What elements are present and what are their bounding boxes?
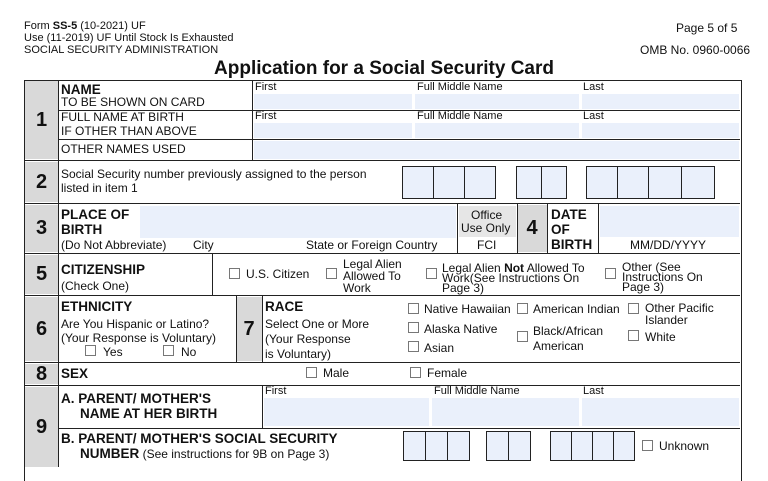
not-allowed-label-2: Work(See Instructions On (442, 271, 580, 285)
mother-ssn-digit[interactable] (592, 431, 614, 461)
female-label: Female (427, 366, 468, 380)
other-citizenship-checkbox[interactable] (605, 268, 616, 279)
alaska-native-label: Alaska Native (424, 322, 498, 336)
name-middle-caption: Full Middle Name (417, 81, 503, 93)
other-pacific-label-1: Other Pacific (645, 301, 714, 315)
birth-first-caption: First (255, 110, 277, 122)
ethnicity-label: ETHNICITY (61, 299, 133, 314)
race-sub-2: (Your Response (265, 332, 351, 346)
item-number-5: 5 (25, 255, 58, 294)
legal-alien-label-2: Allowed To (343, 269, 401, 283)
citizenship-label: CITIZENSHIP (61, 262, 146, 277)
mother-ssn-digit[interactable] (550, 431, 572, 461)
name-last-caption: Last (583, 81, 604, 93)
form-use-line: Use (11-2019) UF Until Stock Is Exhausted (24, 32, 234, 44)
mother-ssn-label-1: B. PARENT/ MOTHER'S SOCIAL SECURITY (61, 431, 338, 446)
asian-label: Asian (424, 341, 455, 355)
mother-ssn-digit[interactable] (508, 431, 531, 461)
city-caption: City (193, 238, 214, 252)
place-of-birth-input[interactable] (140, 206, 456, 238)
not-allowed-label-3: Page 3) (442, 281, 485, 295)
prev-ssn-digit[interactable] (464, 166, 496, 199)
birth-middle-caption: Full Middle Name (417, 110, 503, 122)
dob-label-3: BIRTH (551, 237, 593, 252)
name-label: NAME (61, 82, 101, 97)
ethnicity-note: (Your Response is Voluntary) (61, 331, 216, 345)
dob-label-1: DATE (551, 207, 587, 222)
black-african-label-2: American (533, 339, 584, 353)
prev-ssn-digit[interactable] (541, 166, 567, 199)
prev-ssn-digit[interactable] (516, 166, 542, 199)
birth-middle-input[interactable] (415, 123, 579, 138)
mother-ssn-digit[interactable] (486, 431, 509, 461)
place-of-birth-label-1: PLACE OF (61, 207, 130, 222)
us-citizen-checkbox[interactable] (229, 268, 240, 279)
race-sub-1: Select One or More (265, 317, 370, 331)
name-middle-input[interactable] (415, 94, 579, 109)
mother-last-caption: Last (583, 385, 604, 397)
alaska-native-checkbox[interactable] (408, 322, 419, 333)
legal-alien-not-allowed-checkbox[interactable] (426, 268, 437, 279)
mother-ssn-digit[interactable] (571, 431, 593, 461)
item-number-9: 9 (25, 387, 58, 467)
other-names-input[interactable] (254, 141, 739, 159)
white-label: White (645, 330, 676, 344)
female-checkbox[interactable] (410, 367, 421, 378)
birth-name-label-1: FULL NAME AT BIRTH (61, 110, 184, 124)
male-label: Male (323, 366, 350, 380)
prev-ssn-digit[interactable] (617, 166, 649, 199)
male-checkbox[interactable] (306, 367, 317, 378)
other-citizenship-label-1: Other (See (622, 260, 681, 274)
prev-ssn-digit[interactable] (648, 166, 682, 199)
prev-ssn-label-2: listed in item 1 (61, 181, 138, 195)
item-number-1: 1 (25, 81, 58, 159)
prev-ssn-digit[interactable] (681, 166, 715, 199)
citizenship-sub: (Check One) (61, 279, 130, 293)
item-number-4: 4 (517, 205, 547, 252)
name-first-input[interactable] (254, 94, 412, 109)
hispanic-no-checkbox[interactable] (163, 345, 174, 356)
place-of-birth-label-2: BIRTH (61, 222, 103, 237)
mother-name-label-1: A. PARENT/ MOTHER'S (61, 391, 211, 406)
mother-ssn-digit[interactable] (613, 431, 635, 461)
page-title: Application for a Social Security Card (214, 58, 554, 79)
item-number-3: 3 (25, 205, 58, 252)
mother-last-input[interactable] (582, 398, 739, 426)
item-number-6: 6 (25, 297, 58, 361)
dob-format: MM/DD/YYYY (630, 238, 707, 252)
black-african-american-checkbox[interactable] (517, 331, 528, 342)
dob-input[interactable] (600, 206, 739, 237)
unknown-ssn-checkbox[interactable] (642, 440, 653, 451)
other-pacific-label-2: Islander (645, 313, 688, 327)
hispanic-no-label: No (181, 345, 197, 359)
other-citizenship-label-3: Page 3) (622, 280, 665, 294)
office-use-label-1: Office (471, 208, 503, 222)
mother-ssn-digit[interactable] (425, 431, 448, 461)
item-number-8: 8 (25, 364, 58, 384)
native-hawaiian-checkbox[interactable] (408, 303, 419, 314)
office-use-label-2: Use Only (461, 221, 511, 235)
place-of-birth-note: (Do Not Abbreviate) (61, 238, 167, 252)
us-citizen-label: U.S. Citizen (246, 267, 310, 281)
name-last-input[interactable] (582, 94, 739, 109)
birth-last-caption: Last (583, 110, 604, 122)
mother-first-caption: First (265, 385, 287, 397)
mother-middle-input[interactable] (432, 398, 579, 426)
dob-label-2: OF (551, 222, 570, 237)
name-sub-label: TO BE SHOWN ON CARD (61, 95, 205, 109)
birth-name-label-2: IF OTHER THAN ABOVE (61, 124, 197, 138)
sex-label: SEX (61, 366, 89, 381)
page-number: Page 5 of 5 (676, 21, 738, 35)
birth-first-input[interactable] (254, 123, 412, 138)
mother-name-label-2: NAME AT HER BIRTH (80, 406, 218, 421)
fci-caption: FCI (477, 238, 497, 252)
omb-number: OMB No. 0960-0066 (640, 43, 751, 57)
legal-alien-label-3: Work (343, 281, 371, 295)
hispanic-yes-checkbox[interactable] (85, 345, 96, 356)
ethnicity-question: Are You Hispanic or Latino? (61, 317, 210, 331)
other-citizenship-label-2: Instructions On (622, 270, 703, 284)
hispanic-yes-label: Yes (103, 345, 123, 359)
black-african-label-1: Black/African (533, 324, 604, 338)
unknown-ssn-label: Unknown (659, 439, 710, 453)
prev-ssn-digit[interactable] (586, 166, 618, 199)
legal-alien-checkbox[interactable] (326, 268, 337, 279)
prev-ssn-label-1: Social Security number previously assigned to the person (61, 167, 367, 181)
form-id: Form SS-5 (10-2021) UF (24, 20, 146, 32)
item-number-7: 7 (236, 297, 262, 361)
prev-ssn-digit[interactable] (402, 166, 434, 199)
race-sub-3: is Voluntary) (265, 347, 332, 361)
other-pacific-islander-checkbox[interactable] (628, 303, 639, 314)
agency-name: SOCIAL SECURITY ADMINISTRATION (24, 44, 219, 56)
asian-checkbox[interactable] (408, 341, 419, 352)
mother-middle-caption: Full Middle Name (434, 385, 520, 397)
state-caption: State or Foreign Country (306, 238, 438, 252)
native-hawaiian-label: Native Hawaiian (424, 302, 511, 316)
white-checkbox[interactable] (628, 330, 639, 341)
american-indian-checkbox[interactable] (517, 303, 528, 314)
other-names-label: OTHER NAMES USED (61, 142, 186, 156)
mother-ssn-digit[interactable] (403, 431, 426, 461)
american-indian-label: American Indian (533, 302, 620, 316)
legal-alien-label-1: Legal Alien (343, 257, 402, 271)
birth-last-input[interactable] (582, 123, 739, 138)
mother-first-input[interactable] (264, 398, 429, 426)
mother-ssn-digit[interactable] (447, 431, 470, 461)
race-label: RACE (265, 299, 304, 314)
mother-ssn-label-2: NUMBER (See instructions for 9B on Page 3) (80, 446, 330, 461)
not-allowed-label-1: Legal Alien Not Allowed To (442, 261, 585, 275)
prev-ssn-digit[interactable] (433, 166, 465, 199)
item-number-2: 2 (25, 162, 58, 202)
name-first-caption: First (255, 81, 277, 93)
